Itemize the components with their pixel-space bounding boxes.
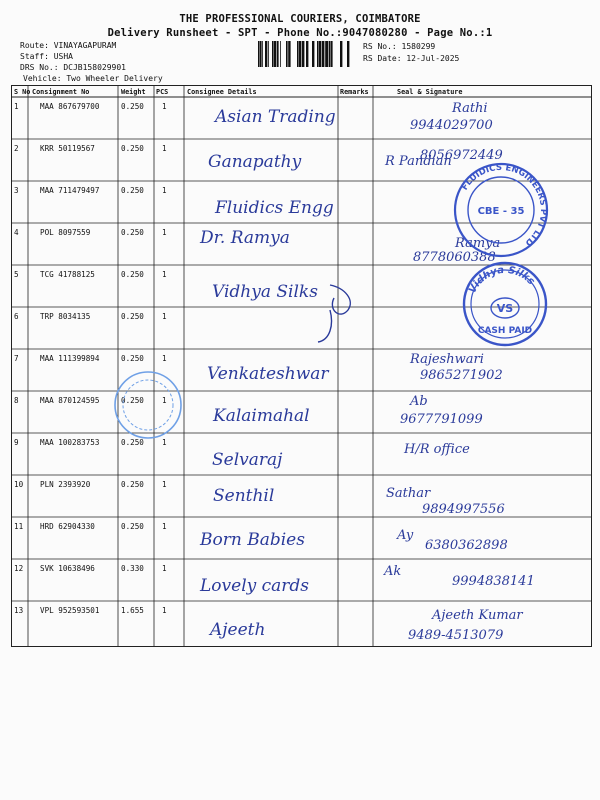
row-weight: 0.250: [121, 102, 144, 111]
row-pcs: 1: [162, 102, 167, 111]
vidhya-stamp-cash-paid: CASH PAID: [477, 326, 533, 336]
barcode-bar: [302, 41, 304, 67]
barcode-bar: [331, 41, 333, 67]
vidhya-stamp-ring-text: Vidhya Silks: [467, 264, 537, 296]
row-pcs: 1: [162, 480, 167, 489]
row-weight: 0.330: [121, 564, 144, 573]
vidhya-silks-stamp: [458, 260, 552, 348]
col-header-consignment: Consignment No: [32, 88, 90, 96]
row-recipient-phone: 8056972449: [420, 148, 503, 163]
row-pcs: 1: [162, 270, 167, 279]
row-sno: 10: [14, 480, 24, 489]
row-consignee-handwritten: Kalaimahal: [213, 406, 310, 426]
row-sno: 1: [14, 102, 19, 111]
handwritten-loop-mark: [300, 280, 360, 350]
row-signature: H/R office: [404, 442, 470, 457]
row-consignee-handwritten: Born Babies: [200, 530, 305, 550]
row-signature: Rathi: [452, 101, 488, 116]
row-recipient-phone: 9865271902: [420, 368, 503, 383]
barcode-bar: [297, 41, 299, 67]
row-weight: 0.250: [121, 438, 144, 447]
fluidics-stamp-ring-text: FLUIDICS ENGINEERS PVT LTD: [459, 162, 549, 248]
row-signature: R Pandian: [385, 154, 452, 169]
row-consignment-no: TCG 41788125: [40, 270, 95, 279]
fluidics-stamp-center-text: CBE - 35: [477, 206, 525, 217]
barcode-bar: [272, 41, 274, 67]
row-consignment-no: PLN 2393920: [40, 480, 91, 489]
row-sno: 12: [14, 564, 24, 573]
row-weight: 0.250: [121, 270, 144, 279]
barcode-bar: [306, 41, 308, 67]
row-weight: 0.250: [121, 522, 144, 531]
row-consignee-handwritten: Dr. Ramya: [200, 228, 290, 248]
row-consignee-handwritten: Venkateshwar: [207, 364, 329, 384]
row-sno: 6: [14, 312, 19, 321]
row-consignment-no: MAA 870124595: [40, 396, 100, 405]
row-pcs: 1: [162, 564, 167, 573]
col-header-seal: Seal & Signature: [397, 88, 463, 96]
row-pcs: 1: [162, 606, 167, 615]
col-header-sno: S No: [14, 88, 31, 96]
row-weight: 1.655: [121, 606, 144, 615]
row-consignment-no: SVK 10638496: [40, 564, 95, 573]
row-consignment-no: POL 8097559: [40, 228, 91, 237]
barcode-bar: [319, 41, 321, 67]
barcode-bar: [347, 41, 349, 67]
row-consignment-no: TRP 8034135: [40, 312, 91, 321]
vehicle-label: Vehicle: Two Wheeler Delivery: [23, 74, 163, 83]
row-signature: Sathar: [386, 486, 431, 501]
barcode-bar: [274, 41, 276, 67]
barcode-bar: [258, 41, 260, 67]
row-signature: Ak: [384, 564, 402, 579]
row-signature: Ramya: [455, 236, 501, 251]
company-title: THE PROFESSIONAL COURIERS, COIMBATORE: [179, 13, 421, 25]
row-consignment-no: VPL 952593501: [40, 606, 100, 615]
barcode-bar: [277, 41, 279, 67]
row-weight: 0.250: [121, 480, 144, 489]
barcode-bar: [317, 41, 319, 67]
row-recipient-phone: 9677791099: [400, 412, 483, 427]
barcode-bar: [289, 41, 291, 67]
barcode-bar: [265, 41, 267, 67]
runsheet-subtitle: Delivery Runsheet - SPT - Phone No.:9047080280 - Page No.:1: [107, 27, 493, 39]
barcode-bar: [299, 41, 301, 67]
row-weight: 0.250: [121, 228, 144, 237]
col-header-pcs: PCS: [156, 88, 169, 96]
row-recipient-phone: 9894997556: [422, 502, 505, 517]
row-sno: 13: [14, 606, 24, 615]
barcode-bar: [312, 41, 314, 67]
faint-round-stamp: [111, 369, 185, 441]
row-consignee-handwritten: Vidhya Silks: [212, 282, 318, 302]
drs-number: DRS No.: DCJB158029901: [20, 63, 126, 72]
row-consignee-handwritten: Asian Trading: [215, 107, 336, 127]
fluidics-stamp: [447, 160, 555, 260]
rs-number: RS No.: 1580299: [363, 42, 436, 51]
barcode-bar: [268, 41, 269, 67]
row-sno: 11: [14, 522, 24, 531]
barcode-bar: [280, 41, 281, 67]
row-pcs: 1: [162, 228, 167, 237]
rs-date: RS Date: 12-Jul-2025: [363, 54, 460, 63]
col-header-weight: Weight: [121, 88, 146, 96]
row-sno: 2: [14, 144, 19, 153]
barcode: [258, 41, 350, 67]
col-header-consignee: Consignee Details: [187, 88, 257, 96]
row-pcs: 1: [162, 144, 167, 153]
vidhya-stamp-logo: VS: [496, 302, 514, 315]
row-pcs: 1: [162, 312, 167, 321]
row-weight: 0.250: [121, 144, 144, 153]
row-recipient-phone: 9489-4513079: [408, 628, 504, 643]
row-sno: 5: [14, 270, 19, 279]
row-recipient-phone: 6380362898: [425, 538, 508, 553]
row-consignment-no: HRD 62904330: [40, 522, 95, 531]
row-recipient-phone: 9944029700: [410, 118, 493, 133]
row-consignee-handwritten: Lovely cards: [200, 576, 310, 596]
barcode-bar: [340, 41, 342, 67]
row-consignee-handwritten: Fluidics Engg: [215, 198, 334, 218]
col-header-remarks: Remarks: [340, 88, 369, 96]
row-consignee-handwritten: Ajeeth: [210, 620, 266, 640]
row-consignment-no: MAA 100283753: [40, 438, 100, 447]
row-pcs: 1: [162, 354, 167, 363]
row-weight: 0.250: [121, 312, 144, 321]
barcode-bar: [322, 41, 324, 67]
row-recipient-phone: 9994838141: [452, 574, 535, 589]
row-weight: 0.250: [121, 354, 144, 363]
row-consignment-no: KRR 50119567: [40, 144, 95, 153]
row-sno: 8: [14, 396, 19, 405]
row-sno: 9: [14, 438, 19, 447]
row-signature: Rajeshwari: [410, 352, 484, 367]
barcode-bar: [325, 41, 326, 67]
row-recipient-phone: 8778060388: [413, 250, 496, 265]
barcode-bar: [262, 41, 263, 67]
row-weight: 0.250: [121, 396, 144, 405]
barcode-bar: [286, 41, 288, 67]
row-consignee-handwritten: Ganapathy: [208, 152, 302, 172]
row-pcs: 1: [162, 522, 167, 531]
row-signature: Ajeeth Kumar: [432, 608, 523, 623]
row-pcs: 1: [162, 186, 167, 195]
row-sno: 4: [14, 228, 19, 237]
row-pcs: 1: [162, 438, 167, 447]
route-label: Route: VINAYAGAPURAM: [20, 41, 117, 50]
row-weight: 0.250: [121, 186, 144, 195]
row-sno: 3: [14, 186, 19, 195]
row-consignment-no: MAA 711479497: [40, 186, 100, 195]
row-consignee-handwritten: Selvaraj: [212, 450, 283, 470]
row-signature: Ay: [397, 528, 414, 543]
row-consignment-no: MAA 867679700: [40, 102, 100, 111]
barcode-bar: [260, 41, 262, 67]
staff-label: Staff: USHA: [20, 52, 73, 61]
barcode-bar: [326, 41, 328, 67]
row-pcs: 1: [162, 396, 167, 405]
row-signature: Ab: [410, 394, 428, 409]
barcode-bar: [288, 41, 289, 67]
barcode-bar: [329, 41, 331, 67]
row-consignment-no: MAA 111399894: [40, 354, 100, 363]
row-consignee-handwritten: Senthil: [213, 486, 275, 506]
row-sno: 7: [14, 354, 19, 363]
